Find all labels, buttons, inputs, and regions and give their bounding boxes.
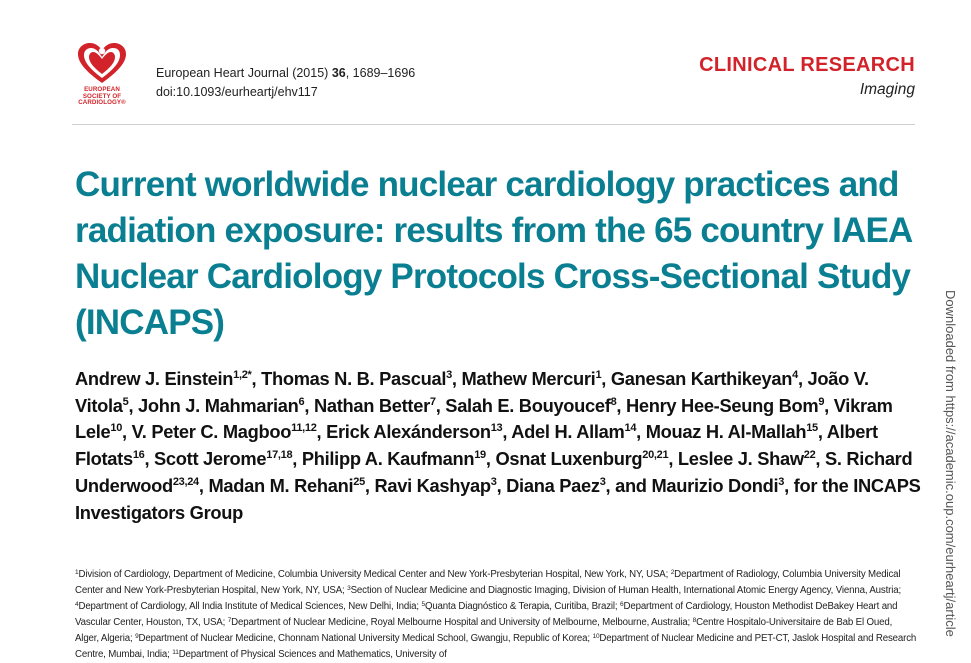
author <box>302 448 486 469</box>
author-name: Philipp A. Kaufmann <box>301 448 475 470</box>
header-divider <box>72 124 915 125</box>
affiliation-text: Quanta Diagnóstico & Terapia, Curitiba, Brazil; <box>424 601 621 612</box>
journal-citation <box>156 64 415 102</box>
author-name: Nathan Better <box>313 394 430 416</box>
author <box>132 421 317 442</box>
author <box>314 395 436 416</box>
journal-volume: 36 <box>331 66 346 80</box>
affiliation-number: 7 <box>227 617 232 624</box>
author-list: Andrew J. Einstein$^{1,2*}$, Thomas N. B. Pascual$^3$, Mathew Mercuri$^1$, Ganesan Karthikeyan$^4$, João V. Vitola$^5$, John J. Mahmarian$^6$, Nathan Better$^7$, Salah E. Bouyoucef$^8$, Henry Hee-Seung Bom$^9$, Vikram Lele$^{10}$, V. Peter C. Magboo$^{11,12}$, Erick Alexánderson$^{13}$, Adel H. Allam$^{14}$, Mouaz H. Al-Mallah$^{15}$, Albert Flotats$^{16}$, Scott Jerome$^{17,18}$, Philipp A. Kaufmann$^{19}$, Osnat Luxenburg$^{20,21}$, Leslee J. Shaw$^{22}$, S. Richard Underwood$^{23,24}$, Madan M. Rehani$^{25}$, Ravi Kashyap$^3$, Diana Paez$^3$, and Maurizio Dondi$^3$, for the INCAPS Investigators Group <box>75 368 921 523</box>
doi: doi:10.1093/eurheartj/ehv117 <box>156 85 318 99</box>
author-affiliation-ref: 15 <box>806 422 818 435</box>
affiliation-number: 1 <box>75 569 79 576</box>
author-name: Diana Paez <box>506 474 600 496</box>
author-name: Scott Jerome <box>154 448 267 470</box>
affiliation-number: 9 <box>135 633 139 640</box>
author <box>495 448 668 469</box>
affiliation <box>135 633 592 644</box>
author-name: Mouaz H. Al-Mallah <box>645 421 807 443</box>
affiliations <box>75 567 917 663</box>
article-type: CLINICAL RESEARCH <box>699 54 915 76</box>
author-name: Maurizio Dondi <box>651 474 779 496</box>
author-affiliation-ref: 19 <box>474 449 486 462</box>
affiliation-number: 2 <box>670 569 675 576</box>
affiliation-text: Department of Nuclear Medicine, Chonnam National University Medical School, Gwangju, Republic of Korea; <box>138 633 593 644</box>
affiliation-number: 10 <box>592 633 600 640</box>
author-affiliation-ref: 3 <box>490 475 497 488</box>
author-and: and <box>615 474 652 496</box>
author <box>626 395 824 416</box>
paper-title: Current worldwide nuclear cardiology practices and radiation exposure: results from the 65 country IAEA Nuclear Cardiology Protocols Cross-Sectional Study (INCAPS) <box>75 165 912 342</box>
author-affiliation-ref: 16 <box>132 449 145 462</box>
logo-text: EUROPEAN SOCIETY OF CARDIOLOGY® <box>78 86 126 107</box>
author-name: Adel H. Allam <box>511 421 625 443</box>
author-affiliation-ref: 1,2* <box>233 369 252 381</box>
affiliation-text: Department of Physical Sciences and Mathematics, University of <box>178 649 447 660</box>
author <box>611 368 798 389</box>
author <box>208 475 364 496</box>
affiliation <box>172 649 446 660</box>
download-watermark <box>940 290 964 647</box>
affiliation <box>75 601 421 612</box>
author-affiliation-ref: 10 <box>110 422 123 435</box>
author-name: Osnat Luxenburg <box>495 448 643 470</box>
affiliation-text: Department of Nuclear Medicine and PET-CT, Jaslok Hospital and Research Centre, Mumbai, India; <box>75 633 917 660</box>
affiliation-text: Centre Hospitalo-Universitaire de Bab El Oued, Alger, Algeria; <box>75 617 893 644</box>
author-name: Henry Hee-Seung Bom <box>625 394 819 416</box>
author-name: João V. Vitola <box>75 368 869 416</box>
affiliation-number: 5 <box>421 601 425 608</box>
author-name: John J. Mahmarian <box>138 394 299 416</box>
author <box>678 448 816 469</box>
author-name: Mathew Mercuri <box>461 368 596 389</box>
affiliation-number: 11 <box>172 649 179 656</box>
author-affiliation-ref: 8 <box>610 395 617 408</box>
author-name: Madan M. Rehani <box>208 474 354 496</box>
section-label <box>699 54 915 99</box>
author-affiliation-ref: 14 <box>624 422 637 435</box>
author-affiliation-ref: 7 <box>429 395 436 408</box>
author <box>138 395 304 416</box>
article-subtype: Imaging <box>859 81 915 98</box>
author <box>445 395 616 416</box>
esc-logo <box>70 42 142 114</box>
author <box>75 368 252 389</box>
author <box>506 475 605 496</box>
author-name: Erick Alexánderson <box>326 421 491 443</box>
author-name: Andrew J. Einstein <box>75 368 234 389</box>
author-name: Ganesan Karthikeyan <box>610 368 793 389</box>
affiliation-text: Department of Radiology, Columbia University Medical Center and New York-Presbyterian Hospital, New York, NY, USA; <box>75 569 901 596</box>
author-name: Leslee J. Shaw <box>677 448 804 470</box>
affiliation-text: Division of Cardiology, Department of Medicine, Columbia University Medical Center and New York-Presbyterian Hospital, New York, NY, USA; <box>78 569 671 580</box>
download-note: Downloaded from https://academic.oup.com/eurheartj/article <box>943 290 958 637</box>
author <box>646 421 818 442</box>
author <box>326 421 502 442</box>
author-affiliation-ref: 6 <box>298 395 305 408</box>
author-name: Salah E. Bouyoucef <box>445 394 611 416</box>
affiliation <box>75 569 671 580</box>
author <box>511 421 636 442</box>
author-name: Albert Flotats <box>75 421 878 470</box>
author-affiliation-ref: 23,24 <box>172 475 199 488</box>
heart-logo-icon <box>76 42 128 86</box>
author-name: V. Peter C. Magboo <box>131 421 292 443</box>
affiliation-number: 3 <box>347 585 351 592</box>
affiliation-text: Department of Cardiology, Houston Methodist DeBakey Heart and Vascular Center, Houston, TX, USA; <box>75 601 898 628</box>
author-affiliation-ref: 3 <box>778 475 785 488</box>
author-affiliation-ref: 25 <box>353 475 365 488</box>
author-affiliation-ref: 11,12 <box>291 422 317 435</box>
author-affiliation-ref: 22 <box>803 449 816 462</box>
author-affiliation-ref: 3 <box>446 369 452 381</box>
author-name: Ravi Kashyap <box>374 474 491 496</box>
author-name: Thomas N. B. Pascual <box>261 368 447 389</box>
author-affiliation-ref: 17,18 <box>266 449 293 462</box>
author-affiliation-ref: 13 <box>490 422 503 435</box>
author <box>461 368 601 389</box>
author <box>374 475 496 496</box>
author-affiliation-ref: 5 <box>122 395 129 408</box>
affiliation <box>347 585 901 596</box>
affiliation-number: 8 <box>692 617 697 624</box>
affiliation-number: 4 <box>75 601 79 608</box>
author-affiliation-ref: 4 <box>792 369 798 381</box>
affiliation-text: Department of Cardiology, All India Institute of Medical Sciences, New Delhi, India; <box>78 601 422 612</box>
journal-issue-line: European Heart Journal (2015) 36, 1689–1696 <box>156 66 416 80</box>
affiliation-text: Section of Nuclear Medicine and Diagnostic Imaging, Division of Human Health, International Atomic Energy Agency, Vienna, Austria; <box>350 585 902 596</box>
affiliation <box>228 617 693 628</box>
investigators-group: , for the INCAPS Investigators Group <box>75 474 921 523</box>
author-affiliation-ref: 9 <box>818 395 825 408</box>
affiliation <box>421 601 620 612</box>
author <box>261 368 452 389</box>
author <box>154 448 292 469</box>
affiliation-text: Department of Nuclear Medicine, Royal Melbourne Hospital and University of Melbourne, Melbourne, Australia; <box>231 617 693 628</box>
author <box>651 475 784 496</box>
author-affiliation-ref: 1 <box>595 369 602 381</box>
affiliation-number: 6 <box>620 601 624 608</box>
author-name: Vikram Lele <box>75 394 893 443</box>
author-name: S. Richard Underwood <box>75 448 913 496</box>
author-affiliation-ref: 20,21 <box>642 449 669 462</box>
author-affiliation-ref: 3 <box>599 475 606 488</box>
